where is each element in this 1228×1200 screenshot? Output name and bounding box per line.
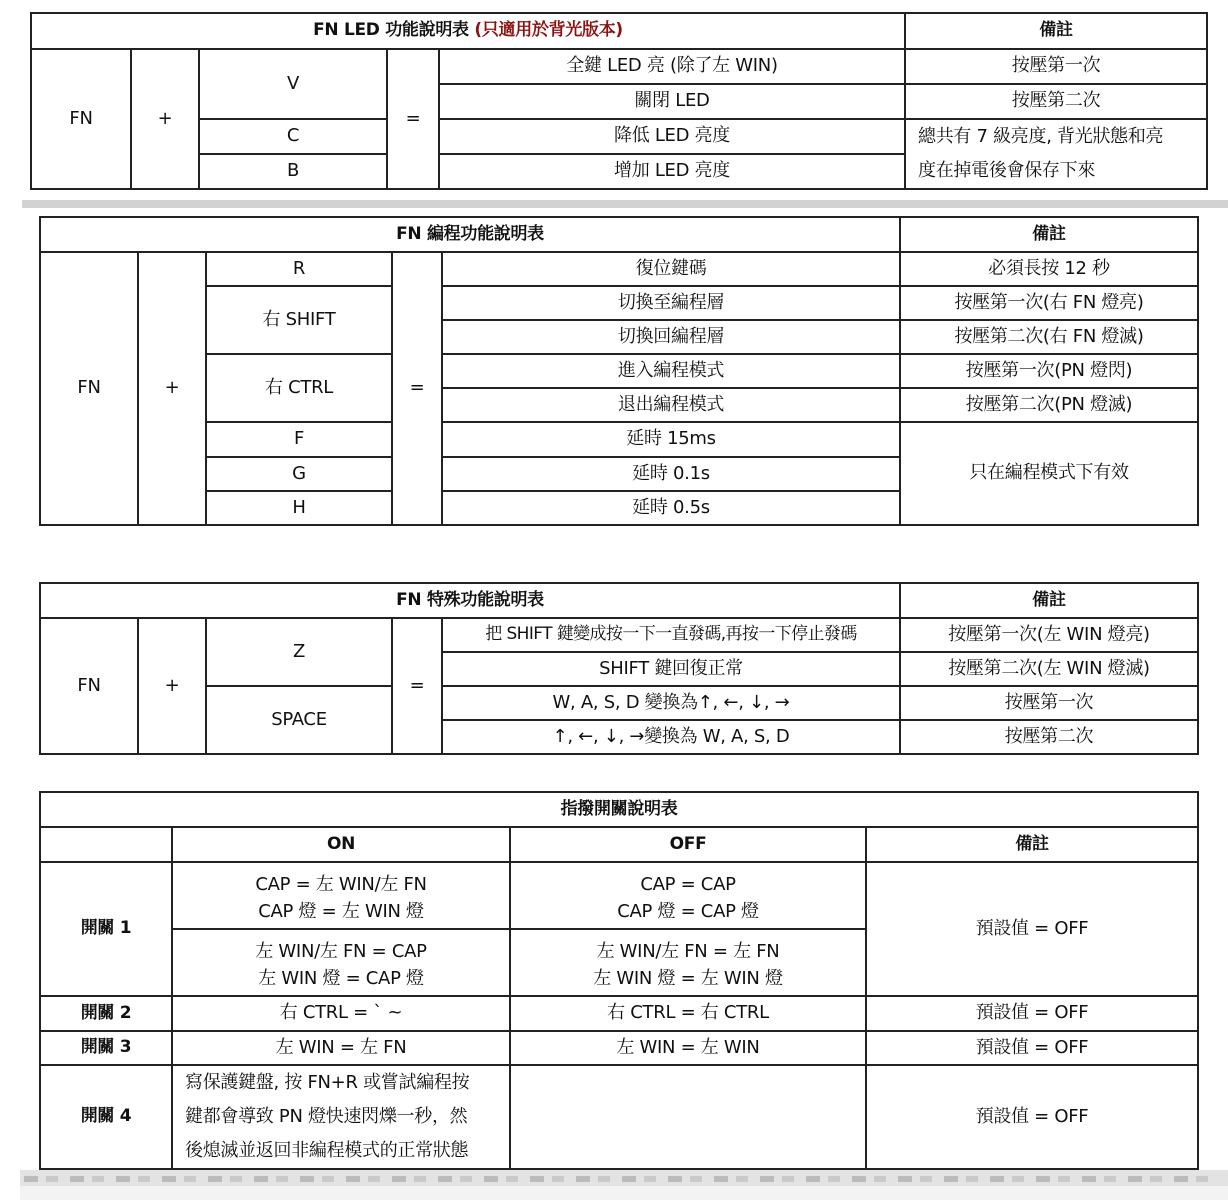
cell-line: 左 WIN 燈 = CAP 燈 — [258, 968, 424, 990]
cell-line: 左 WIN 燈 = 左 WIN 燈 — [593, 968, 783, 990]
remark-cell: 按壓第一次(左 WIN 燈亮) — [900, 618, 1198, 652]
table-title: 指撥開關說明表 — [40, 792, 1198, 827]
remark-cell: 按壓第二次(PN 燈滅) — [900, 388, 1198, 422]
plus-cell: + — [138, 252, 206, 525]
switch-2-off: 右 CTRL = 右 CTRL — [510, 996, 866, 1031]
cell-line: CAP 燈 = CAP 燈 — [617, 901, 759, 923]
page-separator — [22, 200, 1228, 208]
cell-line: 左 WIN/左 FN = 左 FN — [596, 941, 780, 963]
key-cell: 右 SHIFT — [206, 286, 392, 354]
equals-cell: = — [392, 618, 442, 754]
key-cell: SPACE — [206, 686, 392, 754]
remark-header: 備註 — [900, 217, 1198, 252]
switch-3-off: 左 WIN = 左 WIN — [510, 1031, 866, 1065]
key-cell: C — [199, 119, 387, 154]
switch-3-remark: 預設值 = OFF — [866, 1031, 1198, 1065]
function-cell: 復位鍵碼 — [442, 252, 900, 286]
switch-4-on — [172, 1065, 510, 1169]
key-cell: H — [206, 491, 392, 525]
function-cell: W, A, S, D 變換為↑, ←, ↓, → — [442, 686, 900, 720]
function-cell: 降低 LED 亮度 — [439, 119, 905, 154]
remark-cell: 按壓第二次(左 WIN 燈滅) — [900, 652, 1198, 686]
title-text: FN LED 功能說明表 — [313, 20, 469, 41]
key-cell: G — [206, 457, 392, 491]
remark-header: 備註 — [905, 13, 1207, 49]
remark-merged-cell — [905, 119, 1207, 189]
cell-line: CAP 燈 = 左 WIN 燈 — [258, 901, 424, 923]
function-cell: 增加 LED 亮度 — [439, 154, 905, 189]
remark-line: 度在掉電後會保存下來 — [918, 160, 1096, 181]
switch-1-off-a — [510, 862, 866, 929]
remark-cell: 按壓第二次 — [900, 720, 1198, 754]
function-cell: ↑, ←, ↓, →變換為 W, A, S, D — [442, 720, 900, 754]
table-title — [31, 13, 905, 49]
remark-cell: 按壓第二次(右 FN 燈滅) — [900, 320, 1198, 354]
switch-3-on: 左 WIN = 左 FN — [172, 1031, 510, 1065]
cell-line: 鍵都會導致 PN 燈快速閃爍一秒，然 — [185, 1106, 468, 1127]
equals-cell: = — [392, 252, 442, 525]
cell-line: CAP = 左 WIN/左 FN — [255, 874, 427, 896]
function-cell: 切換回編程層 — [442, 320, 900, 354]
remark-header: 備註 — [866, 827, 1198, 862]
function-cell: 切換至編程層 — [442, 286, 900, 320]
fn-key-cell: FN — [40, 618, 138, 754]
function-cell: 延時 0.5s — [442, 491, 900, 525]
function-cell: SHIFT 鍵回復正常 — [442, 652, 900, 686]
switch-1-label: 開關 1 — [40, 862, 172, 996]
cell-line: 左 WIN/左 FN = CAP — [255, 941, 427, 963]
key-cell: V — [199, 49, 387, 119]
remark-cell: 按壓第二次 — [905, 84, 1207, 119]
function-cell: 延時 15ms — [442, 422, 900, 457]
cell-line: CAP = CAP — [640, 874, 736, 896]
function-cell: 把 SHIFT 鍵變成按一下一直發碼,再按一下停止發碼 — [442, 618, 900, 652]
cropped-text-strip — [24, 1176, 1214, 1182]
fn-programming-table — [39, 216, 1199, 526]
fn-key-cell: FN — [40, 252, 138, 525]
key-cell: R — [206, 252, 392, 286]
fn-key-cell: FN — [31, 49, 131, 189]
remark-cell: 必須長按 12 秒 — [900, 252, 1198, 286]
on-header: ON — [172, 827, 510, 862]
switch-1-off-b — [510, 929, 866, 996]
switch-4-label: 開關 4 — [40, 1065, 172, 1169]
key-cell: 右 CTRL — [206, 354, 392, 422]
table-title: FN 編程功能說明表 — [40, 217, 900, 252]
bottom-shadow — [20, 1186, 1228, 1200]
plus-cell: + — [131, 49, 199, 189]
fn-special-function-table — [39, 582, 1199, 755]
equals-cell: = — [387, 49, 439, 189]
switch-2-on: 右 CTRL = ` ~ — [172, 996, 510, 1031]
remark-line: 總共有 7 級亮度, 背光狀態和亮 — [918, 126, 1164, 147]
switch-3-label: 開關 3 — [40, 1031, 172, 1065]
dip-switch-table — [39, 791, 1199, 1170]
switch-4-off — [510, 1065, 866, 1169]
function-cell: 全鍵 LED 亮 (除了左 WIN) — [439, 49, 905, 84]
switch-4-remark: 預設值 = OFF — [866, 1065, 1198, 1169]
function-cell: 進入編程模式 — [442, 354, 900, 388]
key-cell: Z — [206, 618, 392, 686]
switch-1-on-a — [172, 862, 510, 929]
off-header: OFF — [510, 827, 866, 862]
remark-cell: 按壓第一次 — [905, 49, 1207, 84]
empty-header-cell — [40, 827, 172, 862]
switch-2-label: 開關 2 — [40, 996, 172, 1031]
title-note: (只適用於背光版本) — [474, 20, 623, 41]
cell-line: 寫保護鍵盤, 按 FN+R 或嘗試編程按 — [185, 1072, 470, 1093]
function-cell: 關閉 LED — [439, 84, 905, 119]
remark-cell: 按壓第一次 — [900, 686, 1198, 720]
table-title: FN 特殊功能說明表 — [40, 583, 900, 618]
switch-1-remark: 預設值 = OFF — [866, 862, 1198, 996]
cell-line: 後熄滅並返回非編程模式的正常狀態 — [185, 1140, 469, 1161]
remark-merged-cell: 只在編程模式下有效 — [900, 422, 1198, 525]
function-cell: 退出編程模式 — [442, 388, 900, 422]
plus-cell: + — [138, 618, 206, 754]
fn-led-function-table — [30, 12, 1208, 190]
key-cell: B — [199, 154, 387, 189]
key-cell: F — [206, 422, 392, 457]
function-cell: 延時 0.1s — [442, 457, 900, 491]
remark-header: 備註 — [900, 583, 1198, 618]
remark-cell: 按壓第一次(右 FN 燈亮) — [900, 286, 1198, 320]
remark-cell: 按壓第一次(PN 燈閃) — [900, 354, 1198, 388]
switch-2-remark: 預設值 = OFF — [866, 996, 1198, 1031]
switch-1-on-b — [172, 929, 510, 996]
